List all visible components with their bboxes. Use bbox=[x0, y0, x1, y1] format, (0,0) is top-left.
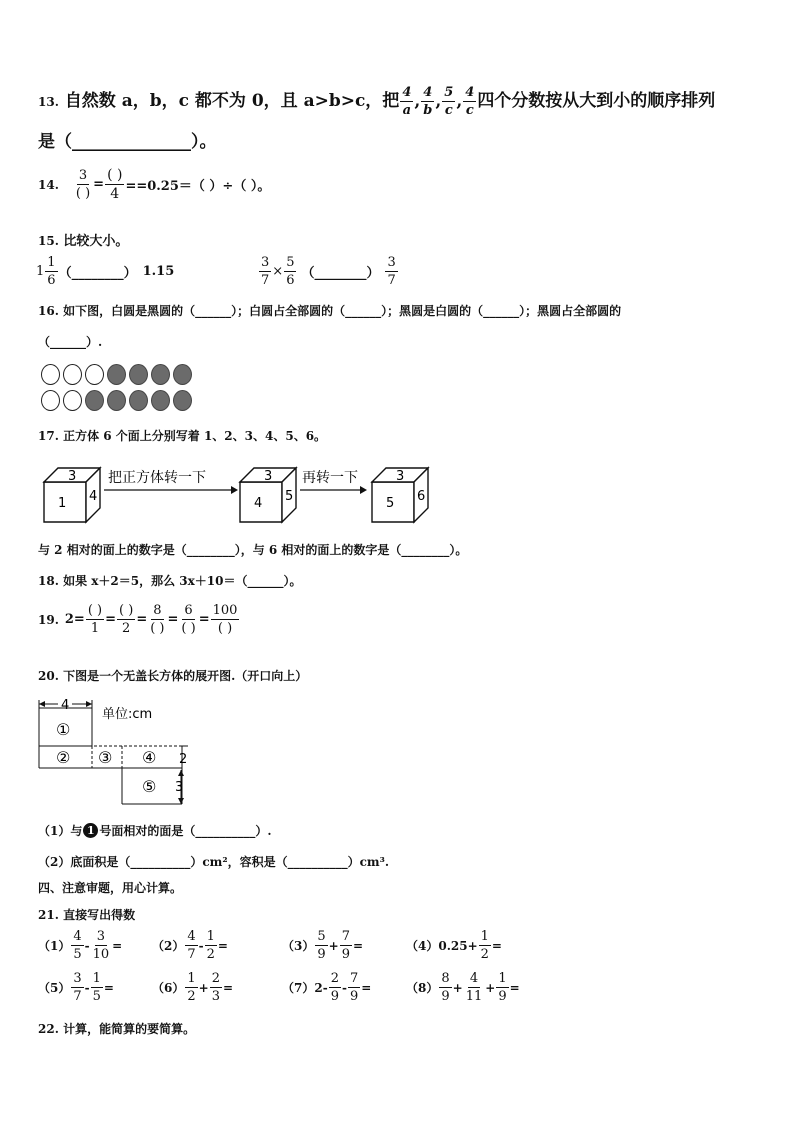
arrow-1 bbox=[104, 469, 238, 494]
q13-frac-4: $\frac{4}{c}$ bbox=[465, 85, 475, 118]
q16-line2: （______）. bbox=[38, 335, 103, 349]
q13-line1: 13. 自然数 a，b，c 都不为 0，且 a>b>c，把 $\frac{4}{a}$ , $\frac{4}{b}$ , $\frac{5}{c}$ , $\frac{4}{c}$ 四个分数按从大到小的顺序排列 bbox=[38, 85, 716, 118]
box-net-figure bbox=[34, 694, 234, 808]
face-5-label: ⑤ bbox=[142, 777, 157, 796]
cube-2-side: 5 bbox=[285, 489, 294, 504]
fraction: $\frac{4}{11}$ bbox=[465, 971, 483, 1004]
fraction: $\frac{7}{9}$ bbox=[349, 971, 359, 1004]
cube-1-front: 1 bbox=[58, 496, 67, 511]
q17-answer: 与 2 相对的面上的数字是（________），与 6 相对的面上的数字是（________）。 bbox=[38, 543, 468, 557]
q15-title-line bbox=[38, 230, 128, 249]
q13-line2: 是（______________）。 bbox=[38, 132, 217, 152]
white-circle bbox=[85, 364, 104, 385]
cube-1-top: 3 bbox=[68, 469, 77, 484]
cube-3-side: 6 bbox=[417, 489, 426, 504]
fraction: $\frac{4}{5}$ bbox=[73, 929, 82, 962]
q19-frac-1: $\frac{( )}{1}$ bbox=[87, 603, 103, 636]
q20-line bbox=[38, 667, 307, 684]
q17-number: 17. bbox=[38, 429, 59, 443]
black-circle bbox=[85, 390, 104, 411]
q13-number: 13. bbox=[38, 95, 59, 109]
q15-b-frac-3: $\frac{3}{7}$ bbox=[387, 255, 396, 288]
white-circle bbox=[41, 390, 60, 411]
q19-frac-3: $\frac{8}{( )}$ bbox=[150, 603, 165, 636]
q22-text: 计算，能简算的要简算。 bbox=[63, 1022, 196, 1036]
face-2-label: ② bbox=[56, 748, 71, 767]
black-circle bbox=[151, 390, 170, 411]
fraction: $\frac{1}{2}$ bbox=[187, 971, 196, 1004]
q13-frac-2: $\frac{4}{b}$ bbox=[423, 85, 433, 118]
q18-number: 18. bbox=[38, 574, 59, 588]
cube-rotation-figure bbox=[38, 460, 438, 526]
cube-3-top: 3 bbox=[396, 469, 405, 484]
fraction: $\frac{5}{9}$ bbox=[317, 929, 326, 962]
black-circle bbox=[107, 364, 126, 385]
black-circle bbox=[129, 364, 148, 385]
q19-frac-2: $\frac{( )}{2}$ bbox=[119, 603, 134, 636]
black-circle bbox=[173, 390, 192, 411]
q16-text: 如下图，白圆是黑圆的（______）；白圆占全部圆的（______）；黑圆是白圆的（______）；黑圆占全部圆的 bbox=[63, 304, 622, 318]
q15-a: 1 $\frac{1}{6}$ （________） 1.15 bbox=[36, 255, 175, 288]
fraction: $\frac{2}{3}$ bbox=[211, 971, 220, 1004]
fraction: $\frac{1}{2}$ bbox=[206, 929, 215, 962]
fraction: $\frac{3}{7}$ bbox=[73, 971, 82, 1004]
arrow-2-label: 再转一下 bbox=[302, 470, 358, 486]
q17-text: 正方体 6 个面上分别写着 1、2、3、4、5、6。 bbox=[63, 429, 327, 443]
fraction: $\frac{1}{2}$ bbox=[480, 929, 489, 962]
q19-line: 19. 2= $\frac{( )}{1}$ = $\frac{( )}{2}$ = $\frac{8}{( )}$ = $\frac{6}{( )}$ = $\frac{100}{( )}$ bbox=[38, 603, 238, 636]
q16-number: 16. bbox=[38, 304, 59, 318]
black-circle bbox=[151, 364, 170, 385]
net-unit: 单位:cm bbox=[102, 707, 153, 722]
q22-number: 22. bbox=[38, 1022, 59, 1036]
white-circle bbox=[41, 364, 60, 385]
q15-b-frac-1: $\frac{3}{7}$ bbox=[261, 255, 270, 288]
q13-text-b: 四个分数按从大到小的顺序排列 bbox=[477, 91, 716, 111]
q18-line bbox=[38, 572, 302, 589]
q20-sub1: （1）与 1 号面相对的面是（__________）. bbox=[38, 824, 272, 838]
q15-b-frac-2: $\frac{5}{6}$ bbox=[286, 255, 295, 288]
q15-b: $\frac{3}{7}$ × $\frac{5}{6}$ （________） $\frac{3}{7}$ bbox=[261, 255, 396, 288]
q22-line bbox=[38, 1020, 195, 1037]
fraction: $\frac{4}{7}$ bbox=[187, 929, 196, 962]
q13-frac-3: $\frac{5}{c}$ bbox=[444, 85, 454, 118]
q14-tail: ==0.25＝（ ）÷（ ）。 bbox=[125, 179, 271, 194]
q16-line1 bbox=[38, 302, 621, 319]
cube-2 bbox=[240, 468, 296, 522]
fraction: $\frac{3}{10}$ bbox=[92, 929, 110, 962]
q21-exercise: （6） $\frac{1}{2}$ + $\frac{2}{3}$ = bbox=[152, 971, 234, 1004]
q17-line bbox=[38, 427, 326, 444]
q13-text-a: 自然数 a，b，c 都不为 0，且 a>b>c，把 bbox=[64, 91, 400, 111]
net-dim-right-1: 2 bbox=[179, 752, 188, 767]
fraction: $\frac{1}{9}$ bbox=[498, 971, 507, 1004]
q14-frac-2: $\frac{( )}{4}$ bbox=[107, 167, 123, 202]
q20-number: 20. bbox=[38, 669, 59, 683]
white-circle bbox=[63, 390, 82, 411]
q21-title: 直接写出得数 bbox=[63, 908, 136, 922]
face-1-label: ① bbox=[56, 720, 71, 739]
cube-3 bbox=[372, 468, 428, 522]
fraction: $\frac{1}{5}$ bbox=[92, 971, 101, 1004]
black-circle bbox=[107, 390, 126, 411]
white-circle bbox=[63, 364, 82, 385]
q14-frac-1: $\frac{3}{( )}$ bbox=[75, 168, 91, 201]
q19-number: 19. bbox=[38, 612, 59, 627]
q15-number: 15. bbox=[38, 234, 59, 248]
net-dim-top: 4 bbox=[61, 698, 70, 713]
q21-exercise: （2） $\frac{4}{7}$ - $\frac{1}{2}$ = bbox=[152, 929, 228, 962]
q21-exercise: （8） $\frac{8}{9}$ + $\frac{4}{11}$ + $\frac{1}{9}$ = bbox=[406, 971, 520, 1004]
circled-1-mark: 1 bbox=[83, 823, 98, 838]
q21-exercise: （7） 2- $\frac{2}{9}$ - $\frac{7}{9}$ = bbox=[282, 971, 372, 1004]
black-circle bbox=[129, 390, 148, 411]
net-dim-right-2: 3 bbox=[175, 780, 184, 795]
cube-2-top: 3 bbox=[264, 469, 273, 484]
q21-number: 21. bbox=[38, 908, 59, 922]
section-4-heading: 四、注意审题，用心计算。 bbox=[38, 881, 183, 895]
q21-exercise: （1） $\frac{4}{5}$ - $\frac{3}{10}$ = bbox=[38, 929, 123, 962]
arrow-2 bbox=[300, 470, 367, 494]
q19-frac-5: $\frac{100}{( )}$ bbox=[212, 603, 238, 636]
q21-exercise: （4） 0.25+ $\frac{1}{2}$ = bbox=[406, 929, 502, 962]
cube-2-front: 4 bbox=[254, 496, 263, 511]
q13-frac-1: $\frac{4}{a}$ bbox=[402, 85, 412, 118]
q21-title-line bbox=[38, 906, 135, 923]
q19-frac-4: $\frac{6}{( )}$ bbox=[181, 603, 196, 636]
q14-line: 14. $\frac{3}{( )}$ = $\frac{( )}{4}$ ==0.25＝（ ）÷（ ）。 bbox=[38, 167, 271, 202]
q21-exercise: （5） $\frac{3}{7}$ - $\frac{1}{5}$ = bbox=[38, 971, 114, 1004]
face-3-label: ③ bbox=[98, 748, 113, 767]
fraction: $\frac{2}{9}$ bbox=[330, 971, 339, 1004]
q20-text: 下图是一个无盖长方体的展开图.（开口向上） bbox=[63, 669, 308, 683]
q18-text: 如果 x＋2＝5，那么 3x＋10＝（______）。 bbox=[63, 574, 302, 588]
arrow-1-label: 把正方体转一下 bbox=[108, 470, 206, 486]
q20-sub2: （2）底面积是（__________）cm²，容积是（__________）cm³. bbox=[38, 855, 390, 869]
q15-a-frac: $\frac{1}{6}$ bbox=[47, 255, 56, 288]
fraction: $\frac{7}{9}$ bbox=[341, 929, 350, 962]
q14-number: 14. bbox=[38, 177, 59, 192]
cube-1 bbox=[44, 468, 100, 522]
black-circle bbox=[173, 364, 192, 385]
fraction: $\frac{8}{9}$ bbox=[441, 971, 450, 1004]
cube-1-side: 4 bbox=[89, 489, 98, 504]
q21-exercise: （3） $\frac{5}{9}$ + $\frac{7}{9}$ = bbox=[282, 929, 364, 962]
q15-title: 比较大小。 bbox=[63, 234, 129, 249]
face-4-label: ④ bbox=[142, 748, 157, 767]
cube-3-front: 5 bbox=[386, 496, 395, 511]
